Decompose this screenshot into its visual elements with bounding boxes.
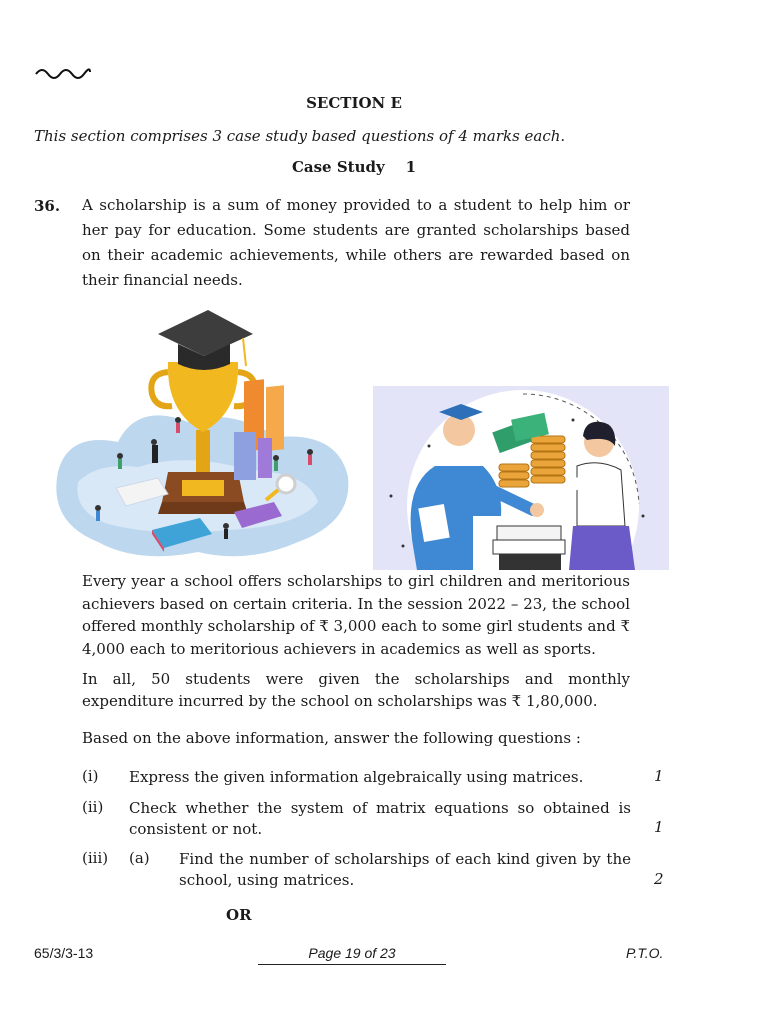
section-intro: This section comprises 3 case study based questions of 4 marks each. <box>34 127 566 145</box>
question-sublabel: (a) <box>129 849 150 867</box>
pto-label: P.T.O. <box>626 945 664 961</box>
question-marks: 1 <box>654 818 664 836</box>
squiggle-mark-icon <box>34 64 92 82</box>
or-divider: OR <box>226 906 252 924</box>
question-number: 36. <box>34 197 61 215</box>
question-marks: 2 <box>654 870 664 888</box>
question-text: Find the number of scholarships of each kind given by the school, using matrices. <box>179 850 631 889</box>
scholarship-handshake-illustration <box>373 386 669 570</box>
page-number: Page 19 of 23 <box>308 945 396 961</box>
page-number-underline <box>258 964 446 965</box>
section-title: SECTION E <box>306 94 402 112</box>
trophy-books-illustration <box>48 302 356 568</box>
question-label: (i) <box>82 767 99 785</box>
paragraph-intro: A scholarship is a sum of money provided to a student to help him or her pay for education. Some students are granted scholarships based on their academic achievements, while others are rewarded based on their financial needs. <box>82 196 630 289</box>
question-label: (ii) <box>82 798 104 816</box>
question-marks: 1 <box>654 767 664 785</box>
question-text: Express the given information algebraically using matrices. <box>129 768 584 786</box>
paragraph-expenditure: In all, 50 students were given the scholarships and monthly expenditure incurred by the school on scholarships was ₹ 1,80,000. <box>82 670 630 710</box>
question-label: (iii) <box>82 849 109 867</box>
case-study-title: Case Study 1 <box>291 158 417 176</box>
question-text: Check whether the system of matrix equations so obtained is consistent or not. <box>129 799 631 838</box>
paragraph-instruction: Based on the above information, answer the following questions : <box>82 729 581 747</box>
paragraph-scholarship-details: Every year a school offers scholarships to girl children and meritorious achievers based on certain criteria. In the session 2022 – 23, the school offered monthly scholarship of ₹ 3,000 each to some girl students and ₹ 4,000 each to meritorious achievers in academics as well as sports. <box>82 572 630 658</box>
paper-code: 65/3/3-13 <box>34 945 94 961</box>
